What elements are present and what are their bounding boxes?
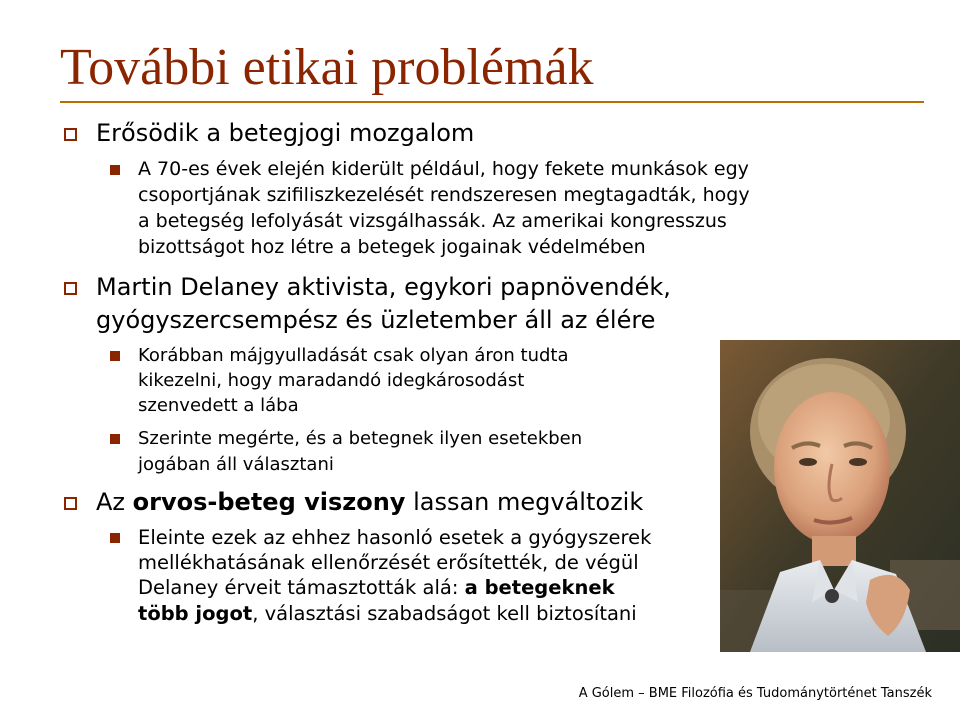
slide-title: További etikai problémák — [60, 39, 594, 96]
body-line: Eleinte ezek az ehhez hasonló esetek a gyógyszerek — [138, 526, 652, 549]
hollow-square-bullet-icon — [64, 282, 77, 295]
hollow-square-bullet-icon — [64, 128, 77, 141]
section-heading-1: Erősödik a betegjogi mozgalom — [96, 119, 475, 147]
heading-text: Az — [96, 488, 133, 516]
footer-credit: A Gólem – BME Filozófia és Tudománytörténet Tanszék — [578, 686, 932, 701]
body-line: kikezelni, hogy maradandó idegkárosodást — [138, 370, 525, 391]
body-line: csoportjának szifiliszkezelését rendszeresen megtagadták, hogy — [138, 184, 750, 206]
body-text: , választási szabadságot kell biztosítani — [252, 602, 637, 625]
body-bold-text: a betegeknek — [464, 576, 615, 599]
hollow-square-bullet-icon — [64, 497, 77, 510]
body-line: jogában áll választani — [138, 454, 334, 475]
title-underline — [60, 101, 924, 103]
body-bold-text: több jogot — [138, 602, 253, 625]
heading-bold-text: orvos-beteg viszony — [132, 488, 406, 516]
body-text: Delaney érveit támasztották alá: — [138, 576, 465, 599]
body-line: A 70-es évek elején kiderült például, hogy fekete munkások egy — [138, 158, 749, 180]
body-line: Korábban májgyulladását csak olyan áron tudta — [138, 345, 569, 366]
portrait-photo — [720, 340, 960, 652]
heading-text: lassan megváltozik — [405, 488, 644, 516]
section-heading-2-line2: gyógyszercsempész és üzletember áll az élére — [96, 306, 656, 334]
filled-square-bullet-icon — [110, 434, 120, 444]
body-line: bizottságot hoz létre a betegek jogainak védelmében — [138, 236, 646, 258]
section-heading-2-line1: Martin Delaney aktivista, egykori papnövendék, — [96, 273, 671, 301]
body-line — [138, 601, 637, 626]
body-line: Szerinte megérte, és a betegnek ilyen esetekben — [138, 428, 583, 449]
body-line — [138, 575, 615, 600]
body-line: a betegség lefolyását vizsgálhassák. Az amerikai kongresszus — [138, 210, 727, 232]
body-line: mellékhatásának ellenőrzését erősítették, de végül — [138, 551, 639, 574]
filled-square-bullet-icon — [110, 533, 120, 543]
filled-square-bullet-icon — [110, 351, 120, 361]
filled-square-bullet-icon — [110, 165, 120, 175]
body-line: szenvedett a lába — [138, 395, 299, 416]
section-heading-3 — [96, 486, 643, 518]
